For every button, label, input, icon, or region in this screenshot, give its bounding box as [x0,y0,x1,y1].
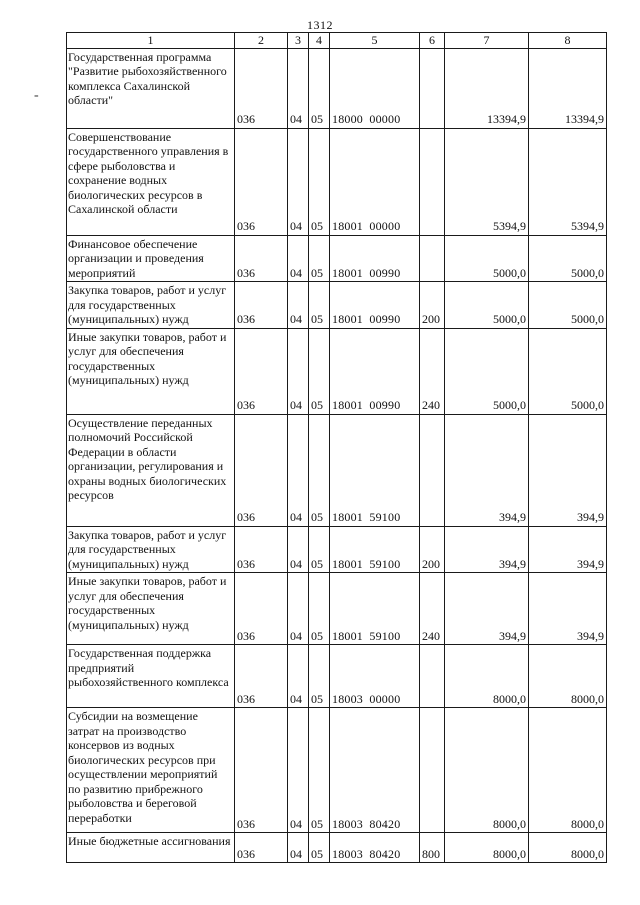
section-code: 04 [288,645,309,708]
expense-type-code [420,128,445,235]
amount-col8: 394,9 [529,414,607,526]
subsection-code: 05 [309,645,330,708]
amount-col7: 394,9 [445,526,529,573]
column-header: 8 [529,33,607,49]
section-code: 04 [288,526,309,573]
amount-col7: 5000,0 [445,282,529,329]
section-code: 04 [288,833,309,863]
subsection-code: 05 [309,48,330,128]
expense-type-code: 200 [420,282,445,329]
row-name: Государственная поддержка предприятий рыбохозяйственного комплекса [67,645,235,708]
subsection-code: 05 [309,833,330,863]
ministry-code: 036 [235,235,288,282]
target-article-code: 18001 00990 [330,282,420,329]
row-name: Государственная программа "Развитие рыбохозяйственного комплекса Сахалинской области" [67,48,235,128]
ministry-code: 036 [235,708,288,833]
table-row [67,414,607,526]
subsection-code: 05 [309,708,330,833]
column-header: 3 [288,33,309,49]
amount-col8: 5394,9 [529,128,607,235]
amount-col8: 5000,0 [529,328,607,414]
column-header: 1 [67,33,235,49]
row-name: Субсидии на возмещение затрат на производство консервов из водных биологических ресурсов при осуществлении мероприятий по развитию прибрежного рыболовства и береговой переработки [67,708,235,833]
ministry-code: 036 [235,414,288,526]
target-article-code: 18001 00990 [330,235,420,282]
amount-col7: 5394,9 [445,128,529,235]
table-row [67,328,607,414]
amount-col8: 13394,9 [529,48,607,128]
table-row [67,128,607,235]
amount-col8: 8000,0 [529,645,607,708]
expense-type-code [420,414,445,526]
ministry-code: 036 [235,282,288,329]
section-code: 04 [288,708,309,833]
expense-type-code: 200 [420,526,445,573]
target-article-code: 18001 00000 [330,128,420,235]
amount-col7: 5000,0 [445,328,529,414]
subsection-code: 05 [309,282,330,329]
target-article-code: 18001 59100 [330,573,420,645]
expense-type-code: 240 [420,573,445,645]
table-row [67,282,607,329]
target-article-code: 18003 00000 [330,645,420,708]
table-row [67,833,607,863]
section-code: 04 [288,282,309,329]
expense-type-code [420,235,445,282]
amount-col8: 5000,0 [529,282,607,329]
amount-col8: 8000,0 [529,708,607,833]
subsection-code: 05 [309,328,330,414]
target-article-code: 18003 80420 [330,708,420,833]
table-row [67,235,607,282]
column-header: 6 [420,33,445,49]
amount-col7: 8000,0 [445,833,529,863]
column-header: 2 [235,33,288,49]
subsection-code: 05 [309,414,330,526]
row-name: Совершенствование государственного управления в сфере рыболовства и сохранение водных биологических ресурсов в Сахалинской области [67,128,235,235]
subsection-code: 05 [309,526,330,573]
column-header: 4 [309,33,330,49]
column-header: 5 [330,33,420,49]
ministry-code: 036 [235,573,288,645]
amount-col8: 394,9 [529,526,607,573]
amount-col7: 5000,0 [445,235,529,282]
amount-col8: 394,9 [529,573,607,645]
amount-col8: 5000,0 [529,235,607,282]
row-name: Иные бюджетные ассигнования [67,833,235,863]
amount-col7: 8000,0 [445,645,529,708]
section-code: 04 [288,235,309,282]
table-row [67,708,607,833]
ministry-code: 036 [235,645,288,708]
ministry-code: 036 [235,48,288,128]
table-row [67,573,607,645]
table-row [67,48,607,128]
row-name: Осуществление переданных полномочий Российской Федерации в области организации, регулирования и охраны водных биологических ресурсов [67,414,235,526]
target-article-code: 18003 80420 [330,833,420,863]
target-article-code: 18001 59100 [330,414,420,526]
row-name: Иные закупки товаров, работ и услуг для обеспечения государственных (муниципальных) нужд [67,573,235,645]
budget-table [66,32,607,863]
row-name: Финансовое обеспечение организации и проведения мероприятий [67,235,235,282]
margin-mark: - [34,88,39,103]
table-row [67,526,607,573]
row-name: Закупка товаров, работ и услуг для государственных (муниципальных) нужд [67,526,235,573]
ministry-code: 036 [235,328,288,414]
ministry-code: 036 [235,128,288,235]
target-article-code: 18001 00990 [330,328,420,414]
header-row [67,33,607,49]
section-code: 04 [288,128,309,235]
expense-type-code [420,645,445,708]
section-code: 04 [288,48,309,128]
ministry-code: 036 [235,833,288,863]
section-code: 04 [288,414,309,526]
row-name: Иные закупки товаров, работ и услуг для обеспечения государственных (муниципальных) нужд [67,328,235,414]
subsection-code: 05 [309,573,330,645]
column-header: 7 [445,33,529,49]
expense-type-code [420,48,445,128]
amount-col7: 13394,9 [445,48,529,128]
section-code: 04 [288,573,309,645]
amount-col7: 394,9 [445,414,529,526]
amount-col8: 8000,0 [529,833,607,863]
row-name: Закупка товаров, работ и услуг для государственных (муниципальных) нужд [67,282,235,329]
expense-type-code [420,708,445,833]
expense-type-code: 800 [420,833,445,863]
page-number: 1312 [307,18,333,32]
subsection-code: 05 [309,235,330,282]
section-code: 04 [288,328,309,414]
expense-type-code: 240 [420,328,445,414]
amount-col7: 8000,0 [445,708,529,833]
target-article-code: 18001 59100 [330,526,420,573]
table-row [67,645,607,708]
ministry-code: 036 [235,526,288,573]
target-article-code: 18000 00000 [330,48,420,128]
amount-col7: 394,9 [445,573,529,645]
subsection-code: 05 [309,128,330,235]
